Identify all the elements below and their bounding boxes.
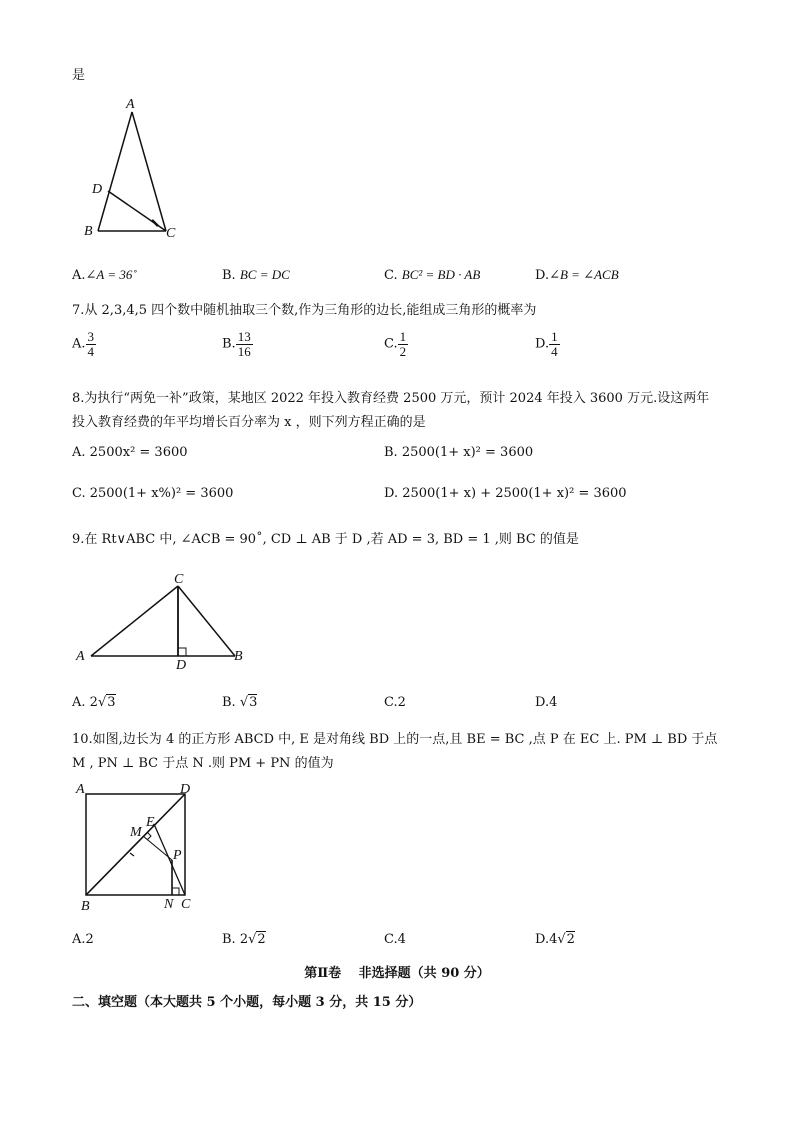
q6-option-a: A.∠A = 36˚ — [72, 267, 137, 283]
q9-option-a: A. 2√3 — [72, 695, 116, 710]
q6-label-c: C — [166, 226, 176, 241]
q6-option-b: B. BC = DC — [222, 267, 290, 283]
q7-option-a: A. $\frac{3}{4}$ — [72, 329, 95, 359]
q9-option-b: B. √3 — [222, 695, 258, 710]
q10-label-p: P — [173, 848, 182, 863]
q10-option-b: B. 2√2 — [222, 932, 266, 947]
q6-figure — [80, 94, 190, 244]
part2-title: 第Ⅱ卷 非选择题（共 90 分） — [304, 966, 490, 981]
q6-option-d: D.∠B = ∠ACB — [535, 267, 619, 283]
q10-stem-line2: M , PN ⊥ BC 于点 N .则 PM + PN 的值为 — [72, 756, 334, 771]
q9-stem: 9.在 Rt∨ABC 中, ∠ACB = 90˚, CD ⊥ AB 于 D ,若 AD = 3, BD = 1 ,则 BC 的值是 — [72, 532, 579, 547]
part2-section-heading: 二、填空题（本大题共 5 个小题，每小题 3 分，共 15 分） — [72, 995, 422, 1010]
q10-label-a: A — [76, 782, 85, 797]
q8-option-c: C. 2500(1+ x%)² = 3600 — [72, 486, 234, 501]
q6-side-ac — [132, 112, 166, 231]
q10-stem-line1: 10.如图,边长为 4 的正方形 ABCD 中, E 是对角线 BD 上的一点,且 BE = BC ,点 P 在 EC 上. PM ⊥ BD 于点 — [72, 732, 718, 747]
q6-stem-tail: 是 — [72, 68, 86, 83]
q9-option-d: D.4 — [535, 695, 558, 710]
q8-stem-line2: 投入教育经费的年平均增长百分率为 x ，则下列方程正确的是 — [72, 415, 426, 430]
q10-figure — [74, 780, 204, 912]
q10-option-c: C.4 — [384, 932, 406, 947]
q10-option-d: D.4√2 — [535, 932, 575, 947]
q10-label-d: D — [180, 782, 191, 797]
q8-option-d: D. 2500(1+ x) + 2500(1+ x)² = 3600 — [384, 486, 627, 501]
q7-option-c: C. $\frac{1}{2}$ — [384, 329, 407, 359]
q8-stem-line1: 8.为执行“两免一补”政策，某地区 2022 年投入教育经费 2500 万元，预计 2024 年投入 3600 万元.设这两年 — [72, 391, 710, 406]
q10-label-b: B — [81, 899, 90, 912]
q10-label-c: C — [181, 897, 191, 912]
q10-label-e: E — [146, 815, 155, 830]
q9-right-angle-mark — [178, 648, 186, 656]
q10-option-a: A.2 — [72, 932, 94, 947]
q9-label-c: C — [174, 572, 184, 587]
q8-option-b: B. 2500(1+ x)² = 3600 — [384, 445, 534, 460]
q9-label-b: B — [234, 649, 243, 664]
q9-option-c: C.2 — [384, 695, 406, 710]
q10-label-m: M — [130, 825, 142, 840]
q6-label-a: A — [126, 97, 135, 112]
q9-figure — [74, 570, 254, 670]
q9-label-a: A — [76, 649, 85, 664]
q6-angle-tick — [152, 220, 158, 226]
q9-side-bc — [178, 586, 235, 656]
q7-stem: 7.从 2,3,4,5 四个数中随机抽取三个数,作为三角形的边长,能组成三角形的概率为 — [72, 303, 537, 318]
q9-label-d: D — [176, 658, 187, 670]
q10-diagonal-bd — [86, 794, 185, 895]
q6-label-b: B — [84, 224, 93, 239]
q8-option-a: A. 2500x² = 3600 — [72, 445, 188, 460]
q10-right-angle-n — [172, 888, 179, 895]
q9-side-ac — [91, 586, 178, 656]
q6-label-d: D — [92, 182, 103, 197]
q6-option-c: C. BC² = BD · AB — [384, 267, 481, 283]
q7-option-d: D. $\frac{1}{4}$ — [535, 329, 558, 359]
q10-label-n: N — [164, 897, 174, 912]
q10-tick — [130, 853, 134, 856]
q7-option-b: B. $\frac{13}{16}$ — [222, 329, 251, 359]
q6-side-ab — [98, 112, 132, 231]
q10-right-angle-m — [147, 832, 151, 840]
